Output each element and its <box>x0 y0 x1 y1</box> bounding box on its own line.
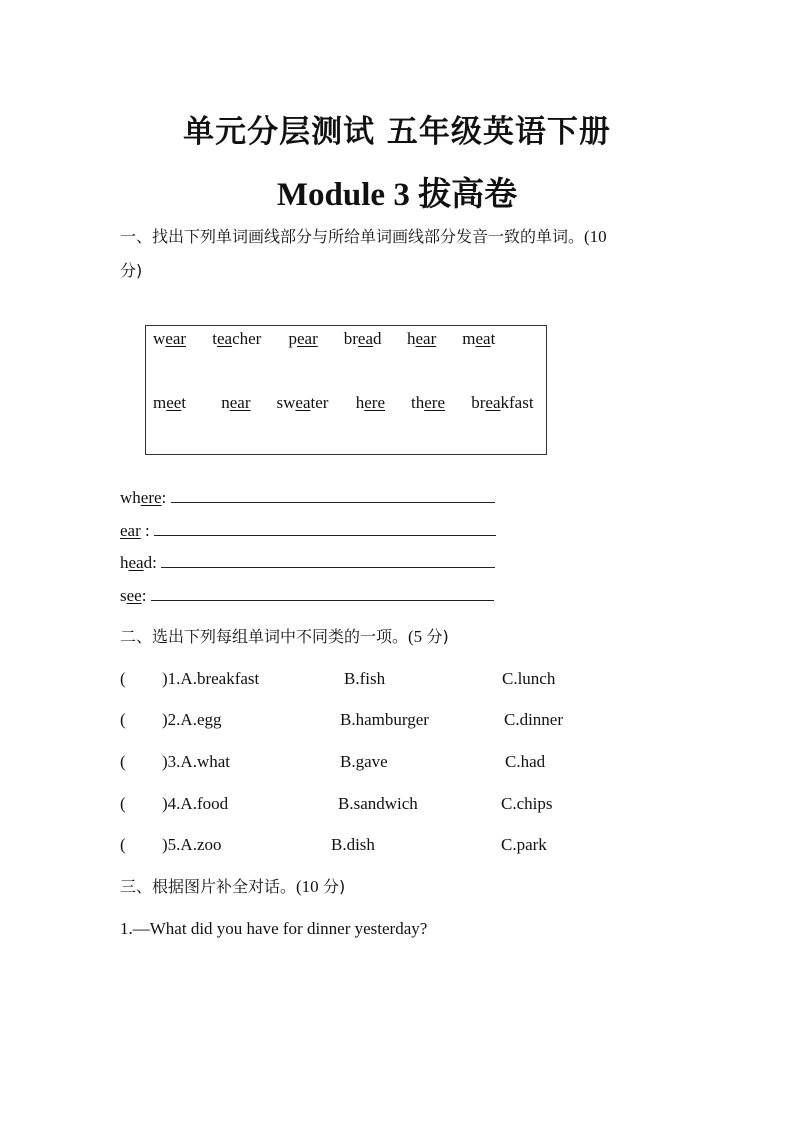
option-b: B.fish <box>344 669 386 688</box>
option-b: B.gave <box>340 752 388 771</box>
dialogue-question-1: 1.—What did you have for dinner yesterday? <box>120 919 428 938</box>
option-a: )2.A.egg <box>162 710 222 729</box>
word: hear <box>407 329 437 348</box>
page-title: 单元分层测试 五年级英语下册 <box>183 114 611 150</box>
word: wear <box>153 329 187 348</box>
word: meat <box>462 329 496 348</box>
word: breakfast <box>471 393 534 412</box>
word: there <box>411 393 445 412</box>
word-box <box>145 325 547 455</box>
option-b: B.dish <box>331 835 375 854</box>
subtitle-en: Module 3 <box>276 177 419 213</box>
blank-line[interactable] <box>151 586 494 601</box>
option-a: )5.A.zoo <box>162 835 222 854</box>
option-c: C.dinner <box>504 710 564 729</box>
answer-paren[interactable]: ( <box>120 835 126 854</box>
word-row-1 <box>153 329 495 349</box>
word: near <box>221 393 251 412</box>
section3-heading: 三、根据图片补全对话。(10 分) <box>120 877 346 896</box>
option-c: C.park <box>501 835 547 854</box>
answer-line-ear[interactable]: ear : <box>120 521 496 541</box>
answer-line-where[interactable]: where: <box>120 488 495 508</box>
answer-line-head[interactable]: head: <box>120 553 495 573</box>
word: pear <box>288 329 318 348</box>
word: sweater <box>276 393 329 412</box>
answer-paren[interactable]: ( <box>120 710 126 729</box>
blank-line[interactable] <box>161 553 495 568</box>
word: teacher <box>212 329 262 348</box>
blank-line[interactable] <box>154 521 496 536</box>
option-c: C.chips <box>501 794 553 813</box>
section2-heading: 二、选出下列每组单词中不同类的一项。(5 分) <box>120 627 449 646</box>
word: here <box>355 393 386 412</box>
option-a: )3.A.what <box>162 752 230 771</box>
blank-line[interactable] <box>171 488 495 503</box>
section1-heading: 一、找出下列单词画线部分与所给单词画线部分发音一致的单词。(10 分) <box>120 227 607 280</box>
option-a: )4.A.food <box>162 794 229 813</box>
word: meet <box>153 393 187 412</box>
subtitle-cn: 拔高卷 <box>418 174 518 213</box>
word: bread <box>343 329 382 348</box>
word-row-2 <box>153 393 534 413</box>
answer-paren[interactable]: ( <box>120 669 126 688</box>
option-b: B.sandwich <box>338 794 418 813</box>
option-b: B.hamburger <box>340 710 429 729</box>
option-c: C.lunch <box>502 669 556 688</box>
option-a: )1.A.breakfast <box>162 669 260 688</box>
page-subtitle <box>0 168 794 215</box>
answer-paren[interactable]: ( <box>120 794 126 813</box>
answer-line-see[interactable]: see: <box>120 586 494 606</box>
answer-paren[interactable]: ( <box>120 752 126 771</box>
option-c: C.had <box>505 752 546 771</box>
